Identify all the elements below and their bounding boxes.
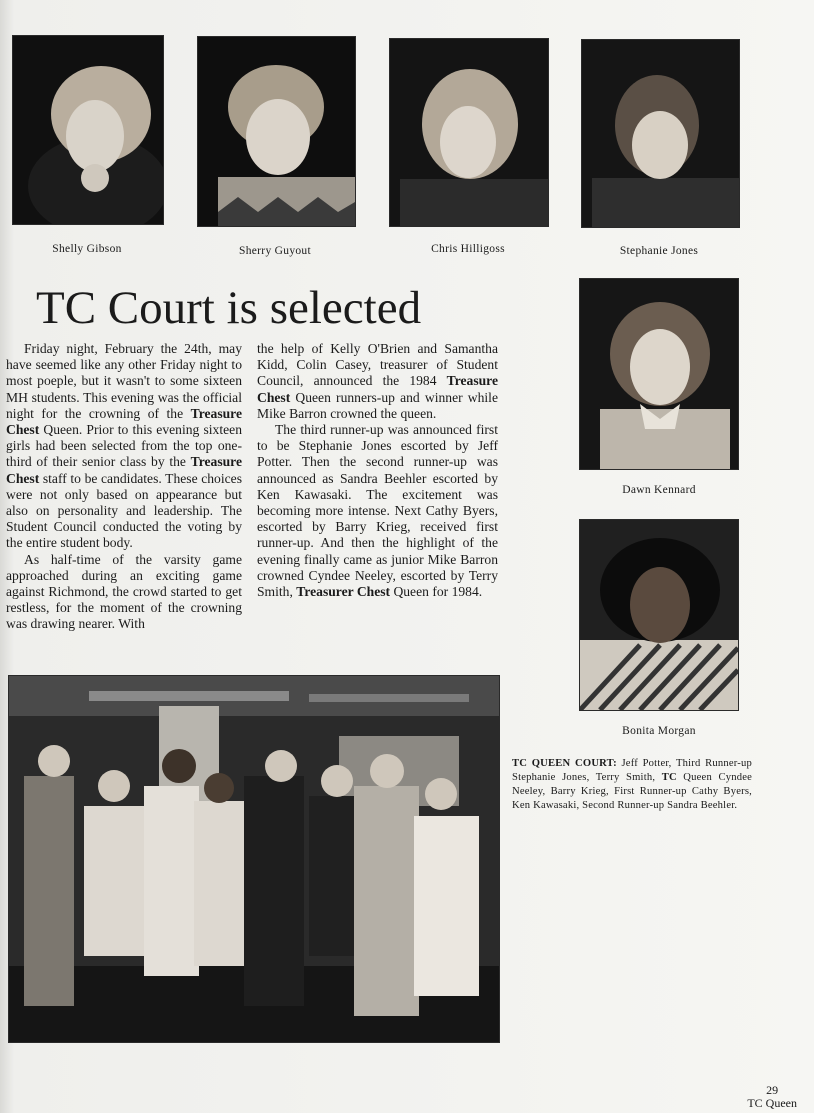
- article-column-right: [257, 341, 498, 600]
- caption-text: Queen Cyndee Neeley, Barry Krieg, First Runner-up Cathy Byers, Ken Kawasaki, Second Runner-up Sandra Beehler.: [512, 772, 752, 811]
- court-photo-caption: [512, 757, 752, 813]
- portrait-photo-chris-hilligoss: [389, 38, 549, 227]
- page-number: 29: [766, 1083, 779, 1097]
- article-paragraph: the help of Kelly O'Brien and Samantha Kidd, Colin Casey, treasurer of Student Council, announced the 1984 Treasure Chest Queen runners-up and winner while Mike Barron crowned the queen.: [257, 341, 498, 421]
- portrait-photo-shelly-gibson: [12, 35, 164, 225]
- portrait-caption: Sherry Guyout: [239, 245, 311, 257]
- section-title: TC Queen: [747, 1096, 797, 1110]
- page-folio: [747, 1084, 797, 1110]
- portrait-caption: Bonita Morgan: [622, 725, 696, 737]
- portrait-photo-sherry-guyout: [197, 36, 356, 227]
- publication-name: Treasure Chest: [6, 454, 242, 486]
- article-paragraph: As half-time of the varsity game approached during an exciting game against Richmond, the crowd started to get restless, for the moment of the crowning was drawing nearer. With: [6, 551, 242, 632]
- portrait-photo-dawn-kennard: [579, 278, 739, 470]
- caption-lead: TC QUEEN COURT:: [512, 758, 617, 769]
- article-paragraph: The third runner-up was announced first to be Stephanie Jones escorted by Jeff Potter. Then the second runner-up was announced as Sandra Beehler escorted by Ken Kawasaki. The excitement was becoming more intense. Next Cathy Byers, escorted by Barry Krieg, received first runner-up. And then the highlight of the evening finally came as junior Mike Barron crowned Cyndee Neeley, escorted by Terry Smith, Treasurer Chest Queen for 1984.: [257, 422, 498, 600]
- portrait-caption: Dawn Kennard: [622, 484, 696, 496]
- article-paragraph: Friday night, February the 24th, may have seemed like any other Friday night to most poeple, but it wasn't to some sixteen MH students. This evening was the official night for the crowning of the Treasure Chest Queen. Prior to this evening sixteen girls had been selected from the top one-third of their senior class by the Treasure Chest staff to be candidates. These choices were not only based on appearance but also on personality and leadership. The Student Council conducted the voting by the entire student body.: [6, 341, 242, 551]
- article-column-left: [6, 341, 242, 633]
- court-group-photo: [8, 675, 500, 1043]
- article-headline: TC Court is selected: [36, 282, 422, 334]
- publication-name: Treasure Chest: [6, 405, 242, 438]
- portrait-caption: Stephanie Jones: [619, 245, 699, 257]
- caption-text: Jeff Potter, Third Runner-up Stephanie Jones, Terry Smith,: [512, 758, 752, 783]
- portrait-photo-stephanie-jones: [581, 39, 740, 228]
- portrait-caption: Chris Hilligoss: [431, 243, 505, 255]
- publication-name: Treasurer Chest: [296, 584, 391, 600]
- caption-bold: TC: [661, 772, 677, 783]
- portrait-caption: Shelly Gibson: [52, 243, 122, 255]
- publication-name: Treasure Chest: [257, 373, 498, 405]
- portrait-photo-bonita-morgan: [579, 519, 739, 711]
